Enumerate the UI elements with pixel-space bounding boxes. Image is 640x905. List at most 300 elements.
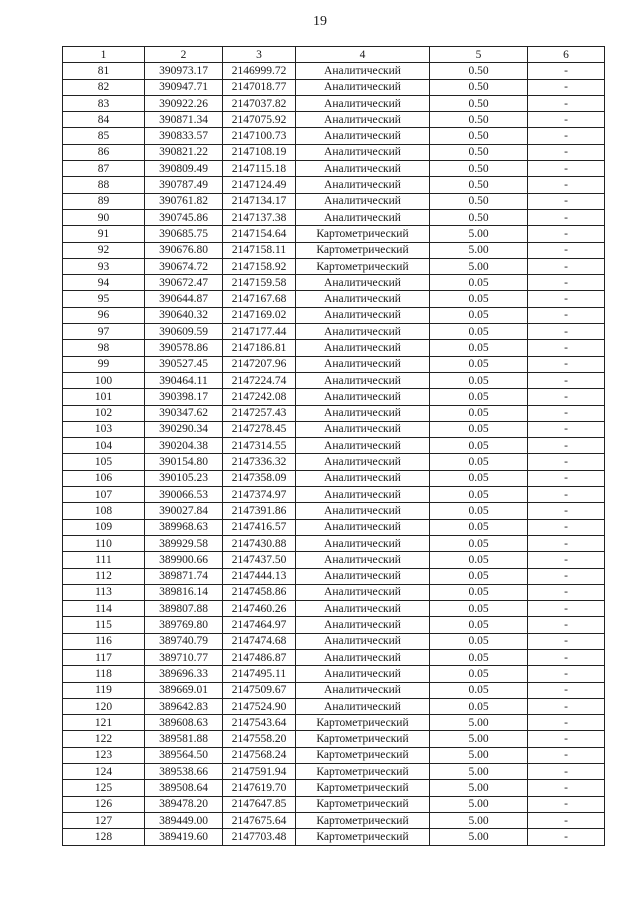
- table-row: [63, 698, 605, 714]
- y-coordinate-cell: 2147137.38: [223, 209, 296, 225]
- note-cell: -: [528, 112, 605, 128]
- page-number: 19: [313, 14, 327, 29]
- method-cell: Аналитический: [296, 633, 430, 649]
- table-row: [63, 291, 605, 307]
- coordinates-table: [62, 46, 605, 846]
- accuracy-cell: 0.05: [430, 340, 528, 356]
- table-row: [63, 487, 605, 503]
- y-coordinate-cell: 2147524.90: [223, 698, 296, 714]
- y-coordinate-cell: 2147186.81: [223, 340, 296, 356]
- accuracy-cell: 0.50: [430, 95, 528, 111]
- x-coordinate-cell: 389696.33: [145, 666, 223, 682]
- y-coordinate-cell: 2147509.67: [223, 682, 296, 698]
- accuracy-cell: 0.50: [430, 161, 528, 177]
- method-cell: Аналитический: [296, 389, 430, 405]
- method-cell: Картометрический: [296, 715, 430, 731]
- x-coordinate-cell: 390578.86: [145, 340, 223, 356]
- y-coordinate-cell: 2147675.64: [223, 812, 296, 828]
- point-number-cell: 94: [63, 275, 145, 291]
- accuracy-cell: 5.00: [430, 226, 528, 242]
- accuracy-cell: 0.05: [430, 307, 528, 323]
- point-number-cell: 127: [63, 812, 145, 828]
- accuracy-cell: 0.05: [430, 291, 528, 307]
- method-cell: Аналитический: [296, 291, 430, 307]
- point-number-cell: 87: [63, 161, 145, 177]
- note-cell: -: [528, 63, 605, 79]
- point-number-cell: 84: [63, 112, 145, 128]
- method-cell: Аналитический: [296, 356, 430, 372]
- accuracy-cell: 0.05: [430, 405, 528, 421]
- x-coordinate-cell: 390154.80: [145, 454, 223, 470]
- method-cell: Картометрический: [296, 747, 430, 763]
- note-cell: -: [528, 95, 605, 111]
- accuracy-cell: 0.05: [430, 666, 528, 682]
- x-coordinate-cell: 390527.45: [145, 356, 223, 372]
- x-coordinate-cell: 389740.79: [145, 633, 223, 649]
- x-coordinate-cell: 389900.66: [145, 552, 223, 568]
- x-coordinate-cell: 390947.71: [145, 79, 223, 95]
- point-number-cell: 81: [63, 63, 145, 79]
- table-row: [63, 144, 605, 160]
- method-cell: Аналитический: [296, 372, 430, 388]
- method-cell: Картометрический: [296, 258, 430, 274]
- accuracy-cell: 5.00: [430, 715, 528, 731]
- table-row: [63, 649, 605, 665]
- accuracy-cell: 0.50: [430, 193, 528, 209]
- y-coordinate-cell: 2147486.87: [223, 649, 296, 665]
- note-cell: -: [528, 487, 605, 503]
- point-number-cell: 102: [63, 405, 145, 421]
- method-cell: Картометрический: [296, 764, 430, 780]
- table-row: [63, 535, 605, 551]
- method-cell: Аналитический: [296, 63, 430, 79]
- method-cell: Аналитический: [296, 324, 430, 340]
- method-cell: Аналитический: [296, 128, 430, 144]
- x-coordinate-cell: 389508.64: [145, 780, 223, 796]
- column-header: 5: [430, 47, 528, 63]
- table-row: [63, 682, 605, 698]
- method-cell: Аналитический: [296, 79, 430, 95]
- y-coordinate-cell: 2147464.97: [223, 617, 296, 633]
- table-row: [63, 552, 605, 568]
- note-cell: -: [528, 389, 605, 405]
- method-cell: Аналитический: [296, 161, 430, 177]
- method-cell: Картометрический: [296, 731, 430, 747]
- point-number-cell: 124: [63, 764, 145, 780]
- point-number-cell: 103: [63, 421, 145, 437]
- x-coordinate-cell: 389538.66: [145, 764, 223, 780]
- note-cell: -: [528, 161, 605, 177]
- note-cell: -: [528, 584, 605, 600]
- accuracy-cell: 0.05: [430, 601, 528, 617]
- point-number-cell: 90: [63, 209, 145, 225]
- table-row: [63, 405, 605, 421]
- x-coordinate-cell: 389769.80: [145, 617, 223, 633]
- column-header: 3: [223, 47, 296, 63]
- table-row: [63, 568, 605, 584]
- x-coordinate-cell: 389642.83: [145, 698, 223, 714]
- point-number-cell: 101: [63, 389, 145, 405]
- table-row: [63, 747, 605, 763]
- x-coordinate-cell: 389807.88: [145, 601, 223, 617]
- method-cell: Картометрический: [296, 226, 430, 242]
- x-coordinate-cell: 390204.38: [145, 438, 223, 454]
- y-coordinate-cell: 2147358.09: [223, 470, 296, 486]
- x-coordinate-cell: 389581.88: [145, 731, 223, 747]
- point-number-cell: 85: [63, 128, 145, 144]
- note-cell: -: [528, 568, 605, 584]
- point-number-cell: 121: [63, 715, 145, 731]
- method-cell: Аналитический: [296, 421, 430, 437]
- y-coordinate-cell: 2147416.57: [223, 519, 296, 535]
- y-coordinate-cell: 2147703.48: [223, 829, 296, 845]
- y-coordinate-cell: 2147169.02: [223, 307, 296, 323]
- accuracy-cell: 0.05: [430, 372, 528, 388]
- accuracy-cell: 0.50: [430, 144, 528, 160]
- y-coordinate-cell: 2147391.86: [223, 503, 296, 519]
- point-number-cell: 107: [63, 487, 145, 503]
- x-coordinate-cell: 390398.17: [145, 389, 223, 405]
- x-coordinate-cell: 390066.53: [145, 487, 223, 503]
- accuracy-cell: 5.00: [430, 258, 528, 274]
- y-coordinate-cell: 2147177.44: [223, 324, 296, 340]
- accuracy-cell: 0.05: [430, 584, 528, 600]
- y-coordinate-cell: 2147124.49: [223, 177, 296, 193]
- table-row: [63, 95, 605, 111]
- y-coordinate-cell: 2147018.77: [223, 79, 296, 95]
- accuracy-cell: 5.00: [430, 796, 528, 812]
- x-coordinate-cell: 390640.32: [145, 307, 223, 323]
- x-coordinate-cell: 389419.60: [145, 829, 223, 845]
- note-cell: -: [528, 340, 605, 356]
- note-cell: -: [528, 535, 605, 551]
- accuracy-cell: 0.05: [430, 487, 528, 503]
- method-cell: Аналитический: [296, 666, 430, 682]
- table-row: [63, 470, 605, 486]
- note-cell: -: [528, 829, 605, 845]
- note-cell: -: [528, 193, 605, 209]
- accuracy-cell: 0.50: [430, 63, 528, 79]
- note-cell: -: [528, 666, 605, 682]
- accuracy-cell: 0.50: [430, 209, 528, 225]
- point-number-cell: 105: [63, 454, 145, 470]
- note-cell: -: [528, 144, 605, 160]
- point-number-cell: 109: [63, 519, 145, 535]
- note-cell: -: [528, 226, 605, 242]
- point-number-cell: 97: [63, 324, 145, 340]
- x-coordinate-cell: 390922.26: [145, 95, 223, 111]
- table-row: [63, 307, 605, 323]
- y-coordinate-cell: 2147115.18: [223, 161, 296, 177]
- x-coordinate-cell: 390787.49: [145, 177, 223, 193]
- method-cell: Аналитический: [296, 601, 430, 617]
- table-row: [63, 666, 605, 682]
- table-row: [63, 356, 605, 372]
- column-header: 6: [528, 47, 605, 63]
- table-row: [63, 519, 605, 535]
- point-number-cell: 96: [63, 307, 145, 323]
- note-cell: -: [528, 291, 605, 307]
- method-cell: Аналитический: [296, 470, 430, 486]
- y-coordinate-cell: 2147257.43: [223, 405, 296, 421]
- table-row: [63, 731, 605, 747]
- y-coordinate-cell: 2147647.85: [223, 796, 296, 812]
- table-row: [63, 796, 605, 812]
- x-coordinate-cell: 390644.87: [145, 291, 223, 307]
- x-coordinate-cell: 389710.77: [145, 649, 223, 665]
- point-number-cell: 114: [63, 601, 145, 617]
- method-cell: Аналитический: [296, 144, 430, 160]
- table-row: [63, 454, 605, 470]
- table-row: [63, 128, 605, 144]
- table-row: [63, 812, 605, 828]
- note-cell: -: [528, 454, 605, 470]
- point-number-cell: 126: [63, 796, 145, 812]
- point-number-cell: 122: [63, 731, 145, 747]
- accuracy-cell: 0.05: [430, 438, 528, 454]
- point-number-cell: 116: [63, 633, 145, 649]
- note-cell: -: [528, 552, 605, 568]
- y-coordinate-cell: 2147591.94: [223, 764, 296, 780]
- y-coordinate-cell: 2147458.86: [223, 584, 296, 600]
- accuracy-cell: 0.05: [430, 649, 528, 665]
- table-row: [63, 601, 605, 617]
- method-cell: Картометрический: [296, 796, 430, 812]
- accuracy-cell: 0.05: [430, 535, 528, 551]
- note-cell: -: [528, 242, 605, 258]
- method-cell: Аналитический: [296, 340, 430, 356]
- note-cell: -: [528, 258, 605, 274]
- point-number-cell: 89: [63, 193, 145, 209]
- y-coordinate-cell: 2147224.74: [223, 372, 296, 388]
- point-number-cell: 93: [63, 258, 145, 274]
- point-number-cell: 83: [63, 95, 145, 111]
- x-coordinate-cell: 390027.84: [145, 503, 223, 519]
- point-number-cell: 95: [63, 291, 145, 307]
- point-number-cell: 119: [63, 682, 145, 698]
- accuracy-cell: 5.00: [430, 764, 528, 780]
- method-cell: Аналитический: [296, 519, 430, 535]
- table-row: [63, 438, 605, 454]
- method-cell: Аналитический: [296, 193, 430, 209]
- y-coordinate-cell: 2147075.92: [223, 112, 296, 128]
- note-cell: -: [528, 79, 605, 95]
- accuracy-cell: 0.05: [430, 470, 528, 486]
- note-cell: -: [528, 812, 605, 828]
- y-coordinate-cell: 2147444.13: [223, 568, 296, 584]
- y-coordinate-cell: 2147460.26: [223, 601, 296, 617]
- accuracy-cell: 0.05: [430, 421, 528, 437]
- point-number-cell: 117: [63, 649, 145, 665]
- table-row: [63, 112, 605, 128]
- x-coordinate-cell: 389929.58: [145, 535, 223, 551]
- table-row: [63, 226, 605, 242]
- method-cell: Картометрический: [296, 812, 430, 828]
- note-cell: -: [528, 633, 605, 649]
- accuracy-cell: 5.00: [430, 731, 528, 747]
- y-coordinate-cell: 2147207.96: [223, 356, 296, 372]
- note-cell: -: [528, 649, 605, 665]
- point-number-cell: 110: [63, 535, 145, 551]
- table-row: [63, 421, 605, 437]
- x-coordinate-cell: 389968.63: [145, 519, 223, 535]
- accuracy-cell: 0.05: [430, 698, 528, 714]
- method-cell: Аналитический: [296, 438, 430, 454]
- accuracy-cell: 5.00: [430, 812, 528, 828]
- column-header: 4: [296, 47, 430, 63]
- table-body: [63, 63, 605, 845]
- x-coordinate-cell: 390674.72: [145, 258, 223, 274]
- x-coordinate-cell: 390464.11: [145, 372, 223, 388]
- table-row: [63, 829, 605, 845]
- y-coordinate-cell: 2147336.32: [223, 454, 296, 470]
- method-cell: Аналитический: [296, 177, 430, 193]
- table-row: [63, 372, 605, 388]
- accuracy-cell: 5.00: [430, 747, 528, 763]
- y-coordinate-cell: 2147037.82: [223, 95, 296, 111]
- y-coordinate-cell: 2147134.17: [223, 193, 296, 209]
- accuracy-cell: 0.05: [430, 633, 528, 649]
- accuracy-cell: 0.05: [430, 552, 528, 568]
- table-row: [63, 340, 605, 356]
- method-cell: Аналитический: [296, 698, 430, 714]
- method-cell: Аналитический: [296, 307, 430, 323]
- method-cell: Аналитический: [296, 584, 430, 600]
- method-cell: Картометрический: [296, 780, 430, 796]
- method-cell: Аналитический: [296, 535, 430, 551]
- method-cell: Аналитический: [296, 405, 430, 421]
- y-coordinate-cell: 2147495.11: [223, 666, 296, 682]
- note-cell: -: [528, 747, 605, 763]
- y-coordinate-cell: 2147278.45: [223, 421, 296, 437]
- point-number-cell: 99: [63, 356, 145, 372]
- point-number-cell: 92: [63, 242, 145, 258]
- note-cell: -: [528, 275, 605, 291]
- y-coordinate-cell: 2146999.72: [223, 63, 296, 79]
- note-cell: -: [528, 421, 605, 437]
- note-cell: -: [528, 405, 605, 421]
- table-row: [63, 780, 605, 796]
- note-cell: -: [528, 617, 605, 633]
- point-number-cell: 98: [63, 340, 145, 356]
- point-number-cell: 108: [63, 503, 145, 519]
- method-cell: Картометрический: [296, 829, 430, 845]
- method-cell: Аналитический: [296, 209, 430, 225]
- point-number-cell: 106: [63, 470, 145, 486]
- note-cell: -: [528, 601, 605, 617]
- point-number-cell: 113: [63, 584, 145, 600]
- method-cell: Аналитический: [296, 503, 430, 519]
- table-row: [63, 177, 605, 193]
- note-cell: -: [528, 731, 605, 747]
- table-row: [63, 63, 605, 79]
- table-row: [63, 389, 605, 405]
- y-coordinate-cell: 2147619.70: [223, 780, 296, 796]
- column-header: 2: [145, 47, 223, 63]
- accuracy-cell: 0.05: [430, 389, 528, 405]
- method-cell: Аналитический: [296, 682, 430, 698]
- note-cell: -: [528, 796, 605, 812]
- method-cell: Аналитический: [296, 487, 430, 503]
- table-row: [63, 503, 605, 519]
- accuracy-cell: 5.00: [430, 242, 528, 258]
- method-cell: Аналитический: [296, 112, 430, 128]
- y-coordinate-cell: 2147543.64: [223, 715, 296, 731]
- accuracy-cell: 0.05: [430, 568, 528, 584]
- table-row: [63, 633, 605, 649]
- y-coordinate-cell: 2147474.68: [223, 633, 296, 649]
- note-cell: -: [528, 356, 605, 372]
- y-coordinate-cell: 2147374.97: [223, 487, 296, 503]
- accuracy-cell: 5.00: [430, 829, 528, 845]
- point-number-cell: 125: [63, 780, 145, 796]
- y-coordinate-cell: 2147314.55: [223, 438, 296, 454]
- x-coordinate-cell: 390871.34: [145, 112, 223, 128]
- y-coordinate-cell: 2147158.92: [223, 258, 296, 274]
- method-cell: Аналитический: [296, 95, 430, 111]
- note-cell: -: [528, 307, 605, 323]
- x-coordinate-cell: 390290.34: [145, 421, 223, 437]
- table-row: [63, 193, 605, 209]
- x-coordinate-cell: 389669.01: [145, 682, 223, 698]
- method-cell: Аналитический: [296, 649, 430, 665]
- method-cell: Аналитический: [296, 552, 430, 568]
- point-number-cell: 118: [63, 666, 145, 682]
- point-number-cell: 104: [63, 438, 145, 454]
- y-coordinate-cell: 2147430.88: [223, 535, 296, 551]
- x-coordinate-cell: 389816.14: [145, 584, 223, 600]
- x-coordinate-cell: 390672.47: [145, 275, 223, 291]
- note-cell: -: [528, 324, 605, 340]
- point-number-cell: 111: [63, 552, 145, 568]
- accuracy-cell: 0.05: [430, 454, 528, 470]
- x-coordinate-cell: 390347.62: [145, 405, 223, 421]
- table-row: [63, 324, 605, 340]
- accuracy-cell: 0.05: [430, 503, 528, 519]
- point-number-cell: 82: [63, 79, 145, 95]
- table-row: [63, 764, 605, 780]
- table-row: [63, 715, 605, 731]
- method-cell: Аналитический: [296, 568, 430, 584]
- y-coordinate-cell: 2147159.58: [223, 275, 296, 291]
- point-number-cell: 88: [63, 177, 145, 193]
- note-cell: -: [528, 209, 605, 225]
- note-cell: -: [528, 519, 605, 535]
- y-coordinate-cell: 2147100.73: [223, 128, 296, 144]
- y-coordinate-cell: 2147558.20: [223, 731, 296, 747]
- note-cell: -: [528, 780, 605, 796]
- accuracy-cell: 0.05: [430, 356, 528, 372]
- accuracy-cell: 0.05: [430, 324, 528, 340]
- point-number-cell: 115: [63, 617, 145, 633]
- y-coordinate-cell: 2147437.50: [223, 552, 296, 568]
- accuracy-cell: 0.50: [430, 177, 528, 193]
- method-cell: Аналитический: [296, 275, 430, 291]
- note-cell: -: [528, 764, 605, 780]
- x-coordinate-cell: 389449.00: [145, 812, 223, 828]
- x-coordinate-cell: 390761.82: [145, 193, 223, 209]
- x-coordinate-cell: 390821.22: [145, 144, 223, 160]
- y-coordinate-cell: 2147154.64: [223, 226, 296, 242]
- table-row: [63, 275, 605, 291]
- accuracy-cell: 0.05: [430, 519, 528, 535]
- table-header-row: [63, 47, 605, 63]
- x-coordinate-cell: 390809.49: [145, 161, 223, 177]
- x-coordinate-cell: 390676.80: [145, 242, 223, 258]
- x-coordinate-cell: 390745.86: [145, 209, 223, 225]
- method-cell: Аналитический: [296, 454, 430, 470]
- table-row: [63, 209, 605, 225]
